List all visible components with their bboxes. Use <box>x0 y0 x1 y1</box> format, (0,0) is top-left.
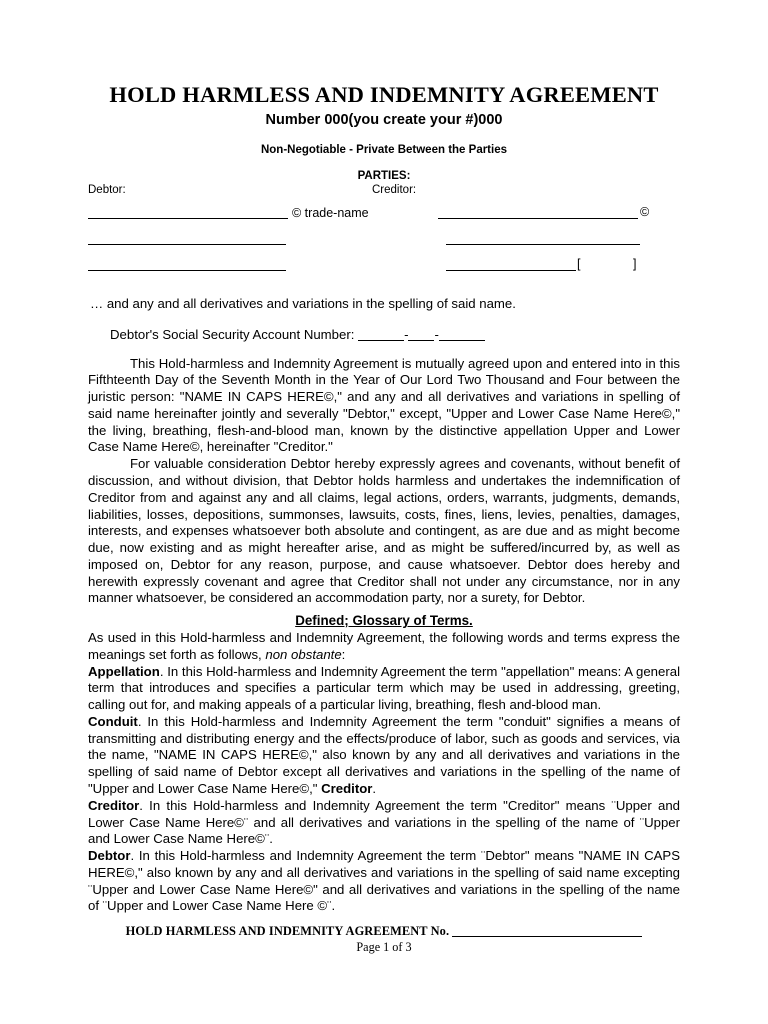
term-body-debtor: . In this Hold-harmless and Indemnity Agreement the term ¨Debtor" means "NAME IN CAPS HERE©," also known by any and all derivatives and variations in the spelling of said name excepting ¨Upper and Lower Case Name Here©" and all derivatives and variations in the spelling of the name of ¨Upper and Lower Case Name Here ©¨. <box>88 848 680 914</box>
creditor-name-rule-2 <box>446 244 640 245</box>
debtor-name-rule-2 <box>88 244 286 245</box>
trade-name-note: © trade-name <box>292 205 369 220</box>
name-line-row-3 <box>88 256 680 282</box>
term-label-debtor: Debtor <box>88 848 131 864</box>
ssn-separator-2: - <box>434 326 439 342</box>
ssn-blank-2[interactable] <box>408 329 434 341</box>
derivatives-note: … and any and all derivatives and variations in the spelling of said name. <box>90 295 516 311</box>
parties-heading: PARTIES: <box>357 169 411 182</box>
glossary-intro-text-b: : <box>341 646 346 662</box>
glossary-term-debtor <box>88 848 680 915</box>
document-body <box>88 82 680 915</box>
ssn-label: Debtor's Social Security Account Number: <box>110 326 355 342</box>
document-subtitle: Non-Negotiable - Private Between the Parties <box>260 143 508 156</box>
footer-title-text: HOLD HARMLESS AND INDEMNITY AGREEMENT No. <box>125 924 450 938</box>
glossary-term-creditor <box>88 798 680 848</box>
term-label-creditor: Creditor <box>88 797 140 813</box>
document-number: Number 000(you create your #)000 <box>265 111 503 128</box>
term-conduit-trailing-period: . <box>372 781 377 797</box>
ssn-separator-1: - <box>404 326 409 342</box>
debtor-name-rule-3 <box>88 270 286 271</box>
ssn-blank-1[interactable] <box>358 329 404 341</box>
paragraph-agreement-intro: This Hold-harmless and Indemnity Agreement is mutually agreed upon and entered into in this Fifthteenth Day of the Seventh Month in the Year of Our Lord Two Thousand and Four between the juristic person: "NAME IN CAPS HERE©," and any and all derivatives and variations in spelling of said name hereinafter jointly and severally "Debtor," except, "Upper and Lower Case Name Here©," the living, breathing, flesh-and-blood man, known by the distinctive appellation Upper and Lower Case Name Here©, hereinafter "Creditor." <box>88 355 680 455</box>
glossary-intro-text-a: As used in this Hold-harmless and Indemnity Agreement, the following words and terms express the meanings set forth as follows, <box>88 630 680 662</box>
ssn-line <box>110 327 680 342</box>
debtor-name-rule-1 <box>88 218 288 219</box>
term-conduit-trailing-bold: Creditor <box>321 781 373 797</box>
footer-number-blank[interactable] <box>452 925 642 937</box>
page-title: HOLD HARMLESS AND INDEMNITY AGREEMENT <box>109 82 659 107</box>
glossary-heading: Defined; Glossary of Terms. <box>295 613 473 629</box>
paragraph-consideration: For valuable consideration Debtor hereby expressly agrees and covenants, without benefit of discussion, and without division, that Debtor holds harmless and undertakes the indemnification of Creditor from and against any and all claims, legal actions, orders, warrants, judgments, demands, liabilities, losses, depositions, summonses, lawsuits, costs, fines, liens, levies, penalties, damages, interests, and expenses whatsoever both absolute and contingent, as are due and as might become due, now existing and as might hereafter arise, and as might be suffered/incurred by, as well as imposed on, Debtor for any reason, purpose, and cause whatsoever. Debtor does hereby and herewith expressly covenant and agree that Creditor shall not under any circumstance, nor in any manner whatsoever, be considered an accommodation party, nor a surety, for Debtor. <box>88 456 680 606</box>
glossary-intro <box>88 630 680 664</box>
term-body-conduit: . In this Hold-harmless and Indemnity Agreement the term "conduit" signifies a means of transmitting and distributing energy and the effects/produce of labor, such as goods and services, via the name, "NAME IN CAPS HERE©," also known by any and all derivatives and variations in the spelling of said name of Debtor except all derivatives and variations in the spelling of the name of "Upper and Lower Case Name Here©," <box>88 713 680 797</box>
term-label-conduit: Conduit <box>88 713 138 729</box>
creditor-name-rule-1 <box>438 218 638 219</box>
bracket-left: [ <box>577 256 581 271</box>
name-line-row-2 <box>88 230 680 256</box>
glossary-term-conduit <box>88 714 680 798</box>
term-body-creditor: . In this Hold-harmless and Indemnity Agreement the term "Creditor" means ¨Upper and Lower Case Name Here©¨ and all derivatives and variations in the spelling of the name of ¨Upper and Lower Case Name Here©¨. <box>88 797 680 847</box>
creditor-copyright-mark: © <box>640 204 650 219</box>
glossary-term-appellation <box>88 664 680 714</box>
bracket-right: ] <box>633 256 637 271</box>
glossary-intro-italic: non obstante <box>265 646 342 662</box>
name-line-row-1 <box>88 204 680 230</box>
ssn-blank-3[interactable] <box>439 329 485 341</box>
signature-lines-block <box>88 204 680 282</box>
term-label-appellation: Appellation <box>88 663 160 679</box>
party-labels-row <box>88 184 680 202</box>
footer-agreement-number <box>88 924 680 939</box>
footer-page-number: Page 1 of 3 <box>356 940 412 954</box>
page-footer <box>88 924 680 955</box>
creditor-name-rule-3 <box>446 270 576 271</box>
term-body-appellation: . In this Hold-harmless and Indemnity Agreement the term "appellation" means: A general term that introduces and specifies a particular term which may be used in addressing, greeting, calling out for, and making appeals of a particular living, breathing, flesh and-blood man. <box>88 663 680 713</box>
creditor-label: Creditor: <box>372 183 417 196</box>
debtor-label: Debtor: <box>88 183 126 196</box>
